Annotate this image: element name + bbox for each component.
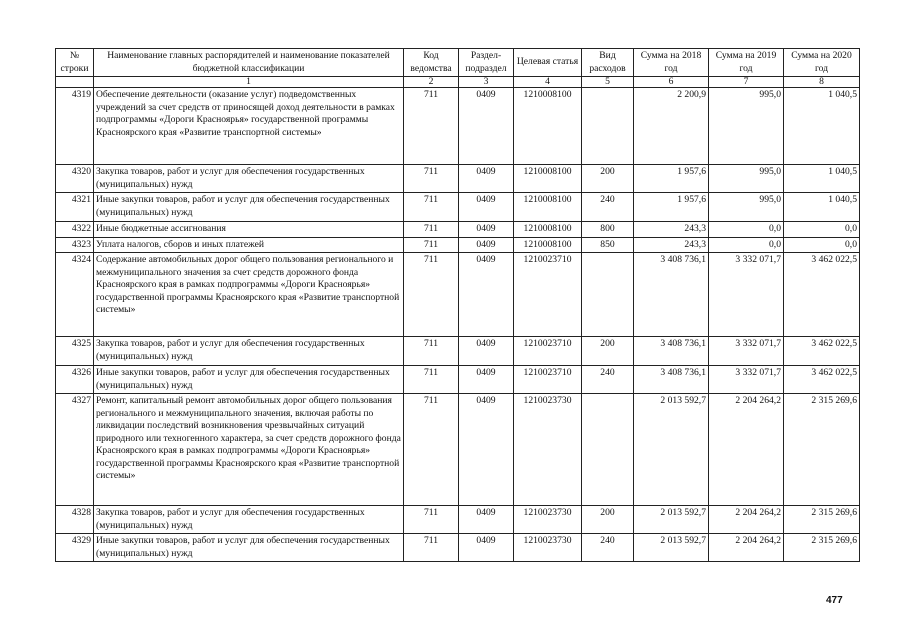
row-section: 0409 xyxy=(459,366,514,394)
row-name: Иные закупки товаров, работ и услуг для обеспечения государственных (муниципальных) нужд xyxy=(94,366,404,394)
row-article: 1210008100 xyxy=(514,165,582,193)
row-name: Закупка товаров, работ и услуг для обеспечения государственных (муниципальных) нужд xyxy=(94,337,404,366)
row-sum-2019: 3 332 071,7 xyxy=(709,253,784,337)
row-name: Иные закупки товаров, работ и услуг для обеспечения государственных (муниципальных) нужд xyxy=(94,193,404,222)
row-sum-2019: 995,0 xyxy=(709,193,784,222)
row-article: 1210008100 xyxy=(514,237,582,253)
row-sum-2019: 995,0 xyxy=(709,88,784,165)
row-sum-2018: 3 408 736,1 xyxy=(634,253,709,337)
row-code: 711 xyxy=(404,165,459,193)
row-code: 711 xyxy=(404,237,459,253)
row-number: 4328 xyxy=(56,506,94,534)
row-section: 0409 xyxy=(459,88,514,165)
row-number: 4320 xyxy=(56,165,94,193)
row-number: 4325 xyxy=(56,337,94,366)
row-sum-2020: 2 315 269,6 xyxy=(784,534,860,562)
row-section: 0409 xyxy=(459,193,514,222)
header-code: Код ведомства xyxy=(404,49,459,77)
row-article: 1210023710 xyxy=(514,253,582,337)
row-expense-type xyxy=(582,253,634,337)
row-code: 711 xyxy=(404,506,459,534)
row-name: Обеспечение деятельности (оказание услуг) подведомственных учреждений за счет средств от приносящей доход деятельности в рамках подпрограммы «Дороги Красноярья» государственной программы Красноярского края «Развитие транспортной системы» xyxy=(94,88,404,165)
table-row xyxy=(56,88,860,165)
row-sum-2019: 2 204 264,2 xyxy=(709,506,784,534)
row-article: 1210023710 xyxy=(514,366,582,394)
row-sum-2018: 3 408 736,1 xyxy=(634,366,709,394)
row-section: 0409 xyxy=(459,337,514,366)
budget-table xyxy=(55,48,860,562)
row-expense-type: 240 xyxy=(582,534,634,562)
row-number: 4323 xyxy=(56,237,94,253)
column-number: 2 xyxy=(404,77,459,88)
table-row xyxy=(56,222,860,238)
row-sum-2018: 2 013 592,7 xyxy=(634,506,709,534)
row-number: 4321 xyxy=(56,193,94,222)
row-sum-2020: 1 040,5 xyxy=(784,193,860,222)
row-expense-type: 200 xyxy=(582,165,634,193)
row-article: 1210023710 xyxy=(514,337,582,366)
row-article: 1210023730 xyxy=(514,534,582,562)
row-sum-2020: 0,0 xyxy=(784,222,860,238)
row-number: 4322 xyxy=(56,222,94,238)
table-row xyxy=(56,237,860,253)
table-row xyxy=(56,253,860,337)
row-sum-2018: 3 408 736,1 xyxy=(634,337,709,366)
row-article: 1210008100 xyxy=(514,193,582,222)
row-sum-2020: 2 315 269,6 xyxy=(784,506,860,534)
row-number: 4327 xyxy=(56,394,94,506)
row-sum-2018: 1 957,6 xyxy=(634,165,709,193)
header-article: Целевая статья xyxy=(514,49,582,77)
row-expense-type: 800 xyxy=(582,222,634,238)
row-code: 711 xyxy=(404,337,459,366)
column-number: 3 xyxy=(459,77,514,88)
row-section: 0409 xyxy=(459,165,514,193)
row-sum-2019: 995,0 xyxy=(709,165,784,193)
row-sum-2018: 1 957,6 xyxy=(634,193,709,222)
table-body xyxy=(56,88,860,562)
column-number: 7 xyxy=(709,77,784,88)
row-sum-2020: 1 040,5 xyxy=(784,88,860,165)
row-number: 4329 xyxy=(56,534,94,562)
column-number-row xyxy=(56,77,860,88)
header-row-no: № строки xyxy=(56,49,94,77)
column-number xyxy=(56,77,94,88)
row-expense-type xyxy=(582,88,634,165)
row-section: 0409 xyxy=(459,237,514,253)
row-sum-2019: 3 332 071,7 xyxy=(709,366,784,394)
table-row xyxy=(56,337,860,366)
row-sum-2020: 2 315 269,6 xyxy=(784,394,860,506)
row-expense-type: 850 xyxy=(582,237,634,253)
table-row xyxy=(56,506,860,534)
row-section: 0409 xyxy=(459,394,514,506)
column-number: 8 xyxy=(784,77,860,88)
row-code: 711 xyxy=(404,222,459,238)
row-name: Содержание автомобильных дорог общего пользования регионального и межмуниципального значения за счет средств дорожного фонда Красноярского края в рамках подпрограммы «Дороги Красноярья» государственной программы Красноярского края «Развитие транспортной системы» xyxy=(94,253,404,337)
row-sum-2018: 243,3 xyxy=(634,237,709,253)
row-sum-2020: 3 462 022,5 xyxy=(784,366,860,394)
row-sum-2020: 1 040,5 xyxy=(784,165,860,193)
column-number: 5 xyxy=(582,77,634,88)
row-expense-type: 240 xyxy=(582,366,634,394)
header-name: Наименование главных распорядителей и наименование показателей бюджетной классификации xyxy=(94,49,404,77)
header-sum-2020: Сумма на 2020 год xyxy=(784,49,860,77)
row-sum-2019: 2 204 264,2 xyxy=(709,534,784,562)
row-sum-2018: 243,3 xyxy=(634,222,709,238)
header-expense-type: Вид расходов xyxy=(582,49,634,77)
row-sum-2019: 0,0 xyxy=(709,237,784,253)
row-article: 1210008100 xyxy=(514,222,582,238)
table-row xyxy=(56,394,860,506)
header-sum-2018: Сумма на 2018 год xyxy=(634,49,709,77)
row-sum-2018: 2 200,9 xyxy=(634,88,709,165)
row-number: 4319 xyxy=(56,88,94,165)
row-sum-2018: 2 013 592,7 xyxy=(634,394,709,506)
header-row xyxy=(56,49,860,77)
row-code: 711 xyxy=(404,88,459,165)
row-article: 1210008100 xyxy=(514,88,582,165)
row-code: 711 xyxy=(404,253,459,337)
row-sum-2020: 3 462 022,5 xyxy=(784,253,860,337)
row-section: 0409 xyxy=(459,222,514,238)
row-sum-2018: 2 013 592,7 xyxy=(634,534,709,562)
row-number: 4326 xyxy=(56,366,94,394)
row-code: 711 xyxy=(404,366,459,394)
table-row xyxy=(56,366,860,394)
row-sum-2020: 0,0 xyxy=(784,237,860,253)
header-sum-2019: Сумма на 2019 год xyxy=(709,49,784,77)
row-code: 711 xyxy=(404,193,459,222)
row-article: 1210023730 xyxy=(514,506,582,534)
column-number: 6 xyxy=(634,77,709,88)
row-name: Иные закупки товаров, работ и услуг для обеспечения государственных (муниципальных) нужд xyxy=(94,534,404,562)
table-row xyxy=(56,165,860,193)
row-name: Уплата налогов, сборов и иных платежей xyxy=(94,237,404,253)
row-sum-2019: 2 204 264,2 xyxy=(709,394,784,506)
row-section: 0409 xyxy=(459,506,514,534)
row-name: Иные бюджетные ассигнования xyxy=(94,222,404,238)
header-section: Раздел-подраздел xyxy=(459,49,514,77)
row-section: 0409 xyxy=(459,534,514,562)
row-code: 711 xyxy=(404,534,459,562)
row-sum-2020: 3 462 022,5 xyxy=(784,337,860,366)
table-row xyxy=(56,534,860,562)
row-sum-2019: 0,0 xyxy=(709,222,784,238)
row-code: 711 xyxy=(404,394,459,506)
page-number: 477 xyxy=(826,595,843,606)
row-name: Закупка товаров, работ и услуг для обеспечения государственных (муниципальных) нужд xyxy=(94,506,404,534)
row-number: 4324 xyxy=(56,253,94,337)
column-number: 1 xyxy=(94,77,404,88)
row-sum-2019: 3 332 071,7 xyxy=(709,337,784,366)
row-name: Ремонт, капитальный ремонт автомобильных дорог общего пользования регионального и межмуниципального значения, включая работы по ликвидации последствий возникновения чрезвычайных ситуаций природного или техногенного характера, за счет средств дорожного фонда Красноярского края в рамках подпрограммы «Дороги Красноярья» государственной программы Красноярского края «Развитие транспортной системы» xyxy=(94,394,404,506)
column-number: 4 xyxy=(514,77,582,88)
row-expense-type xyxy=(582,394,634,506)
row-expense-type: 200 xyxy=(582,337,634,366)
row-name: Закупка товаров, работ и услуг для обеспечения государственных (муниципальных) нужд xyxy=(94,165,404,193)
row-article: 1210023730 xyxy=(514,394,582,506)
row-expense-type: 200 xyxy=(582,506,634,534)
row-expense-type: 240 xyxy=(582,193,634,222)
table-row xyxy=(56,193,860,222)
row-section: 0409 xyxy=(459,253,514,337)
